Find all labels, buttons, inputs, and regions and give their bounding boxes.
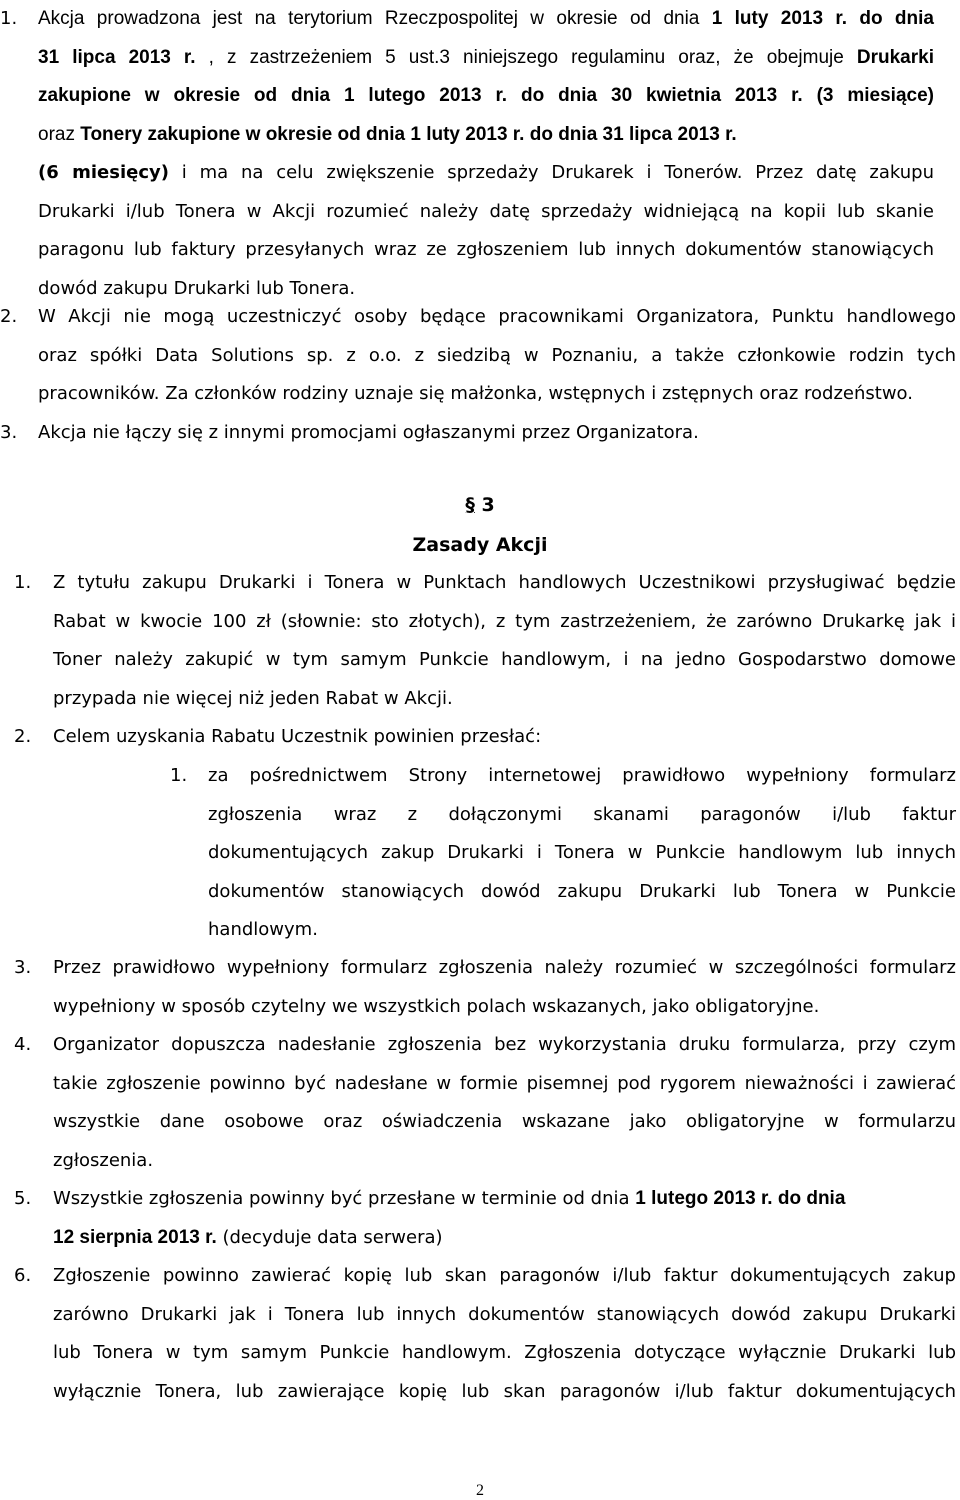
item-number: 1.: [0, 8, 18, 29]
paragraph-celem: [53, 718, 933, 757]
text-line: przypada nie więcej niż jeden Rabat w Akcji.: [53, 687, 453, 709]
item-number: 5.: [14, 1188, 32, 1209]
text-line: lub Tonera w tym samym Punkcie handlowym. Zgłoszenia dotyczące wyłącznie Drukarki lub: [53, 1342, 956, 1363]
paragraph-termin: [53, 1180, 933, 1257]
text-line: zakupione w okresie od dnia 1 lutego 2013 r. do dnia 30 kwietnia 2013 r. (3 miesiące): [38, 85, 934, 106]
text-line: dowód zakupu Drukarki lub Tonera.: [38, 277, 356, 299]
paragraph-rabat: [53, 564, 956, 718]
subparagraph-formularz: [208, 757, 956, 950]
paragraph-prawidlowo: [53, 949, 956, 1026]
text-line: dokumentujących zakup Drukarki i Tonera w Punkcie handlowym lub innych: [208, 842, 956, 863]
text-line: pracowników. Za członków rodziny uznaje się małżonka, wstępnych i zstępnych oraz rodzeństwo.: [38, 383, 913, 404]
text-line: Akcja nie łączy się z innymi promocjami ogłaszanymi przez Organizatora.: [38, 422, 699, 443]
text-line: Toner należy zakupić w tym samym Punkcie handlowym, i na jedno Gospodarstwo domowe: [53, 649, 956, 670]
paragraph-organizator: [53, 1026, 956, 1180]
text-line: za pośrednictwem Strony internetowej prawidłowo wypełniony formularz: [208, 765, 956, 786]
paragraph-sign: §: [465, 494, 475, 516]
text-line: Celem uzyskania Rabatu Uczestnik powinien przesłać:: [53, 726, 542, 747]
item-number: 3.: [14, 957, 32, 978]
text-line: Organizator dopuszcza nadesłanie zgłoszenia bez wykorzystania druku formularza, przy czym: [53, 1034, 956, 1055]
page-number: 2: [476, 1482, 484, 1499]
text-line: takie zgłoszenie powinno być nadesłane w formie pisemnej pod rygorem nieważności i zawierać: [53, 1072, 956, 1094]
text-line: wypełniony w sposób czytelny we wszystkich polach wskazanych, jako obligatoryjne.: [53, 995, 820, 1017]
text-line: Wszystkie zgłoszenia powinny być przesłane w terminie od dnia 1 lutego 2013 r. do dnia: [53, 1188, 846, 1209]
text-line: handlowym.: [208, 919, 318, 940]
text-line: paragonu lub faktury przesyłanych wraz ze zgłoszeniem lub innych dokumentów stanowiących: [38, 239, 934, 260]
section-title: Zasady Akcji: [412, 534, 548, 556]
subitem-number: 1.: [170, 765, 188, 786]
text-line: zarówno Drukarki jak i Tonera lub innych dokumentów stanowiących dowód zakupu Drukarki: [53, 1303, 956, 1325]
item-number: 4.: [14, 1034, 32, 1055]
item-number: 2.: [14, 726, 32, 747]
text-line: zgłoszenia wraz z dołączonymi skanami paragonów i/lub faktur: [208, 803, 956, 825]
paragraph-wykluczenia: [38, 298, 956, 414]
paragraph-zgloszenie: [53, 1257, 956, 1411]
text-line: 12 sierpnia 2013 r. (decyduje data serwera): [53, 1226, 443, 1248]
text-line: dokumentów stanowiących dowód zakupu Drukarki lub Tonera w Punkcie: [208, 880, 956, 902]
text-line: oraz spółki Data Solutions sp. z o.o. z siedzibą w Poznaniu, a także członkowie rodzin tych: [38, 344, 956, 366]
text-line: wszystkie dane osobowe oraz oświadczenia wskazane jako obligatoryjne w formularzu: [53, 1111, 956, 1132]
text-line: Przez prawidłowo wypełniony formularz zgłoszenia należy rozumieć w szczególności formularz: [53, 957, 956, 978]
text-line: Zgłoszenie powinno zawierać kopię lub skan paragonów i/lub faktur dokumentujących zakup: [53, 1265, 956, 1286]
text-line: Z tytułu zakupu Drukarki i Tonera w Punktach handlowych Uczestnikowi przysługiwać będzie: [53, 572, 956, 593]
item-number: 3.: [0, 422, 18, 443]
text-line: Akcja prowadzona jest na terytorium Rzeczpospolitej w okresie od dnia 1 luty 2013 r. do dnia: [38, 8, 934, 29]
text-line: Rabat w kwocie 100 zł (słownie: sto złotych), z tym zastrzeżeniem, że zarówno Drukarkę jak i: [53, 610, 956, 632]
text-line: (6 miesięcy) i ma na celu zwiększenie sprzedaży Drukarek i Tonerów. Przez datę zakupu: [38, 162, 934, 183]
paragraph-akcja-okres: [38, 0, 934, 308]
item-number: 6.: [14, 1265, 32, 1286]
text-line: 31 lipca 2013 r. , z zastrzeżeniem 5 ust.3 niniejszego regulaminu oraz, że obejmuje Drukarki: [38, 46, 934, 68]
paragraph-promocje: [38, 414, 938, 453]
text-line: W Akcji nie mogą uczestniczyć osoby będące pracownikami Organizatora, Punktu handlowego: [38, 306, 956, 327]
text-line: wyłącznie Tonera, lub zawierające kopię lub skan paragonów i/lub faktur dokumentujących: [53, 1380, 956, 1402]
item-number: 2.: [0, 306, 18, 327]
text-line: zgłoszenia.: [53, 1149, 154, 1171]
text-line: Drukarki i/lub Tonera w Akcji rozumieć należy datę sprzedaży widniejącą na kopii lub skanie: [38, 200, 934, 222]
item-number: 1.: [14, 572, 32, 593]
text-line: oraz Tonery zakupione w okresie od dnia 1 luty 2013 r. do dnia 31 lipca 2013 r.: [38, 123, 737, 145]
section-number: § 3: [465, 494, 495, 516]
